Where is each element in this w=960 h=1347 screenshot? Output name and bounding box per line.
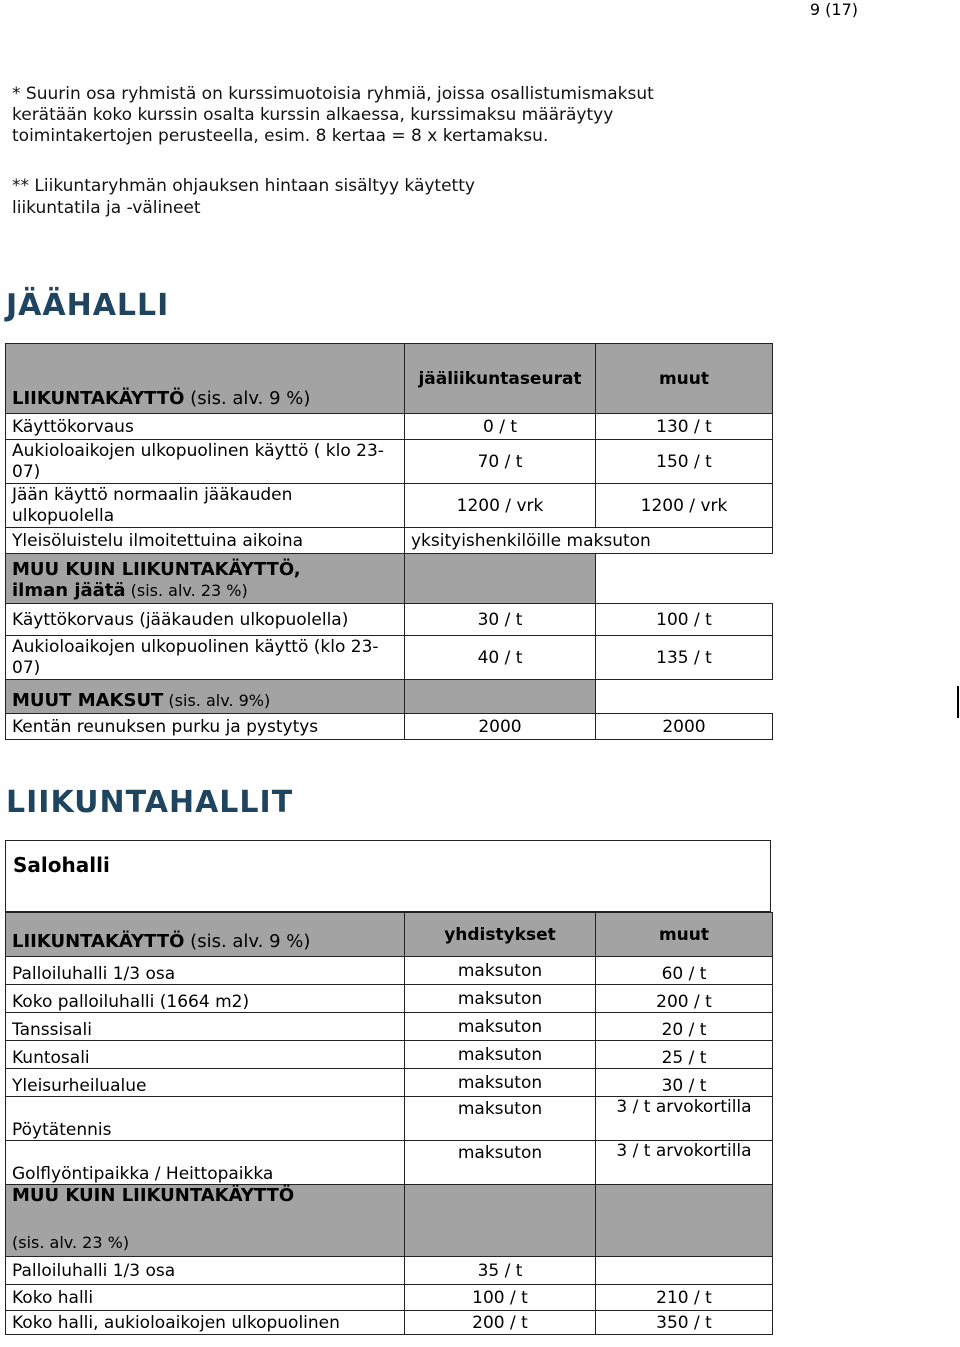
- row-label: Yleisöluistelu ilmoitettuina aikoina: [6, 528, 405, 554]
- price-cell: 350 / t: [596, 1311, 773, 1335]
- table-header-row: [6, 344, 773, 414]
- header-blank-cell: [405, 1185, 596, 1257]
- section-title: MUU KUIN LIIKUNTAKÄYTTÖ,: [12, 559, 301, 580]
- table-row: [6, 528, 773, 554]
- table-row: [6, 985, 773, 1013]
- table-row: [6, 484, 773, 528]
- table-header-row: [6, 913, 773, 957]
- footnote-1-line-2: kerätään koko kurssin osalta kurssin alkaessa, kurssimaksu määräytyy: [12, 105, 614, 125]
- salohalli-price-table: [5, 912, 773, 1335]
- price-cell: 3 / t arvokortilla: [596, 1097, 773, 1141]
- price-cell: 0 / t: [405, 414, 596, 440]
- row-label: Tanssisali: [6, 1013, 405, 1041]
- price-cell-spanning: yksityishenkilöille maksuton: [405, 528, 773, 554]
- price-cell: 200 / t: [596, 985, 773, 1013]
- section-title: MUUT MAKSUT: [12, 690, 164, 711]
- price-cell: 35 / t: [405, 1257, 596, 1285]
- price-cell: 20 / t: [596, 1013, 773, 1041]
- row-label: Koko halli: [6, 1285, 405, 1311]
- table-row: [6, 636, 773, 680]
- price-cell: 150 / t: [596, 440, 773, 484]
- price-cell: 1200 / vrk: [596, 484, 773, 528]
- price-cell: 100 / t: [596, 604, 773, 636]
- price-cell: 30 / t: [596, 1069, 773, 1097]
- column-header-muut: muut: [596, 344, 773, 414]
- row-label: Kuntosali: [6, 1041, 405, 1069]
- price-cell: 210 / t: [596, 1285, 773, 1311]
- price-cell: maksuton: [405, 1013, 596, 1041]
- price-cell: maksuton: [405, 1141, 596, 1185]
- header-blank-cell: [405, 680, 596, 714]
- price-cell: maksuton: [405, 1097, 596, 1141]
- column-header-jaaliikuntaseurat: jääliikuntaseurat: [405, 344, 596, 414]
- table-row: [6, 440, 773, 484]
- price-cell: 40 / t: [405, 636, 596, 680]
- section-title: LIIKUNTAKÄYTTÖ: [12, 388, 185, 409]
- header-blank-cell: [596, 1185, 773, 1257]
- liikuntahallit-heading: LIIKUNTAHALLIT: [6, 785, 294, 820]
- jaahalli-price-table: [5, 343, 773, 740]
- footnote-2-line-1: ** Liikuntaryhmän ohjauksen hintaan sisältyy käytetty: [12, 176, 475, 196]
- price-cell: 25 / t: [596, 1041, 773, 1069]
- section-header-row: [6, 554, 773, 604]
- price-cell: 1200 / vrk: [405, 484, 596, 528]
- section-title: MUU KUIN LIIKUNTAKÄYTTÖ: [12, 1185, 295, 1206]
- column-header-muut: muut: [596, 913, 773, 957]
- section-title: ilman jäätä: [12, 580, 126, 601]
- table-row: [6, 1285, 773, 1311]
- price-cell: [596, 1257, 773, 1285]
- row-label: Aukioloaikojen ulkopuolinen käyttö ( klo 23-07): [6, 440, 405, 484]
- column-header-yhdistykset: yhdistykset: [405, 913, 596, 957]
- section-title: LIIKUNTAKÄYTTÖ: [12, 931, 185, 952]
- section-header-liikuntakaytto: [6, 913, 405, 957]
- table-row: [6, 1097, 773, 1141]
- table-row: [6, 1141, 773, 1185]
- header-blank-cell: [405, 554, 596, 604]
- salohalli-heading: Salohalli: [13, 853, 110, 877]
- row-label: Pöytätennis: [6, 1097, 405, 1141]
- table-row: [6, 414, 773, 440]
- section-header-row: [6, 680, 773, 714]
- price-cell: maksuton: [405, 985, 596, 1013]
- table-row: [6, 1311, 773, 1335]
- section-header-muut-maksut: [6, 680, 405, 714]
- row-label: Käyttökorvaus: [6, 414, 405, 440]
- vat-note: (sis. alv. 23 %): [12, 1233, 130, 1252]
- table-row: [6, 1013, 773, 1041]
- table-row: [6, 714, 773, 740]
- header-blank-cell: [596, 554, 773, 604]
- vat-note: (sis. alv. 9 %): [184, 931, 311, 952]
- footnote-1-line-3: toimintakertojen perusteella, esim. 8 kertaa = 8 x kertamaksu.: [12, 126, 549, 146]
- vat-note: (sis. alv. 9%): [163, 691, 271, 710]
- price-cell: maksuton: [405, 1041, 596, 1069]
- jaahalli-heading: JÄÄHALLI: [6, 288, 170, 323]
- row-label: Koko halli, aukioloaikojen ulkopuolinen: [6, 1311, 405, 1335]
- footnote-2-line-2: liikuntatila ja -välineet: [12, 198, 201, 218]
- row-label: Palloiluhalli 1/3 osa: [6, 957, 405, 985]
- table-row: [6, 604, 773, 636]
- price-cell: 135 / t: [596, 636, 773, 680]
- price-cell: 130 / t: [596, 414, 773, 440]
- section-header-row: [6, 1185, 773, 1257]
- vat-note: (sis. alv. 23 %): [125, 581, 248, 600]
- price-cell: 100 / t: [405, 1285, 596, 1311]
- vat-note: (sis. alv. 9 %): [184, 388, 311, 409]
- section-header-liikuntakaytto: [6, 344, 405, 414]
- page-edge-mark: [957, 686, 959, 718]
- price-cell: 70 / t: [405, 440, 596, 484]
- row-label: Golflyöntipaikka / Heittopaikka: [6, 1141, 405, 1185]
- price-cell: maksuton: [405, 957, 596, 985]
- price-cell: 2000: [405, 714, 596, 740]
- price-cell: 2000: [596, 714, 773, 740]
- table-row: [6, 1069, 773, 1097]
- table-row: [6, 1257, 773, 1285]
- price-cell: 200 / t: [405, 1311, 596, 1335]
- row-label: Kentän reunuksen purku ja pystytys: [6, 714, 405, 740]
- row-label: Yleisurheilualue: [6, 1069, 405, 1097]
- section-header-muu-kuin: [6, 1185, 405, 1257]
- row-label: Käyttökorvaus (jääkauden ulkopuolella): [6, 604, 405, 636]
- price-cell: 30 / t: [405, 604, 596, 636]
- table-row: [6, 957, 773, 985]
- row-label: Palloiluhalli 1/3 osa: [6, 1257, 405, 1285]
- table-row: [6, 1041, 773, 1069]
- page-number: 9 (17): [809, 0, 858, 19]
- section-header-muu-kuin: [6, 554, 405, 604]
- header-blank-cell: [596, 680, 773, 714]
- row-label: Aukioloaikojen ulkopuolinen käyttö (klo 23-07): [6, 636, 405, 680]
- salohalli-box: [5, 840, 771, 912]
- price-cell: 60 / t: [596, 957, 773, 985]
- price-cell: 3 / t arvokortilla: [596, 1141, 773, 1185]
- footnote-1-line-1: * Suurin osa ryhmistä on kurssimuotoisia ryhmiä, joissa osallistumismaksut: [12, 84, 654, 104]
- price-cell: maksuton: [405, 1069, 596, 1097]
- row-label: Koko palloiluhalli (1664 m2): [6, 985, 405, 1013]
- row-label: Jään käyttö normaalin jääkauden ulkopuolella: [6, 484, 405, 528]
